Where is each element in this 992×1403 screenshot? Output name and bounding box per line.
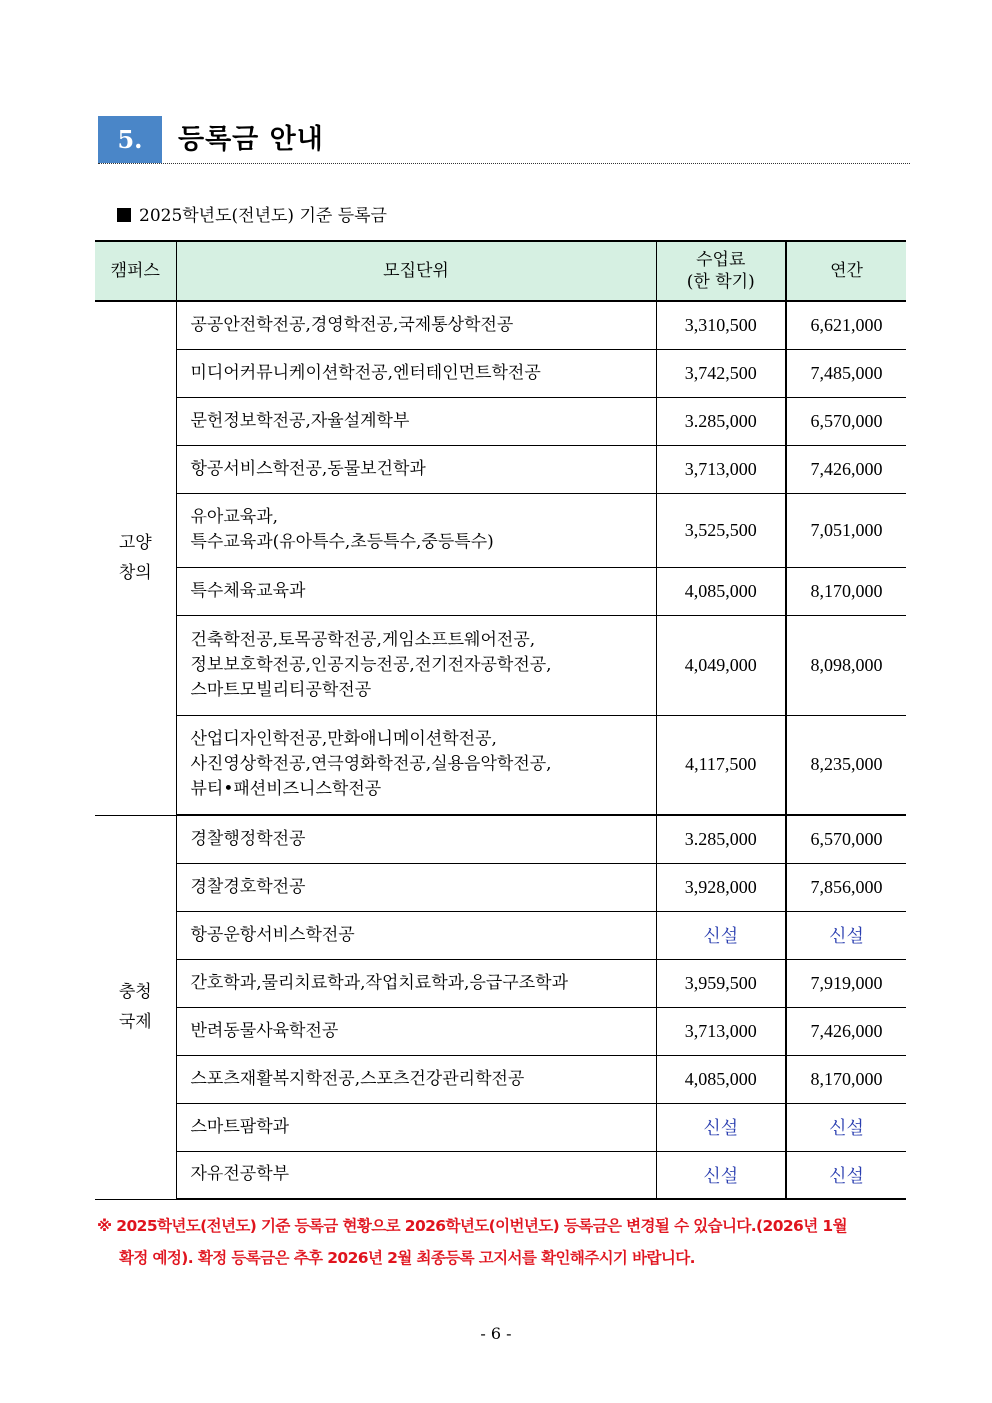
annual-cell: 6,621,000 [786, 301, 906, 349]
unit-cell: 항공운항서비스학전공 [176, 911, 656, 959]
table-row [95, 959, 906, 1007]
table-row [95, 1103, 906, 1151]
annual-cell: 7,856,000 [786, 863, 906, 911]
unit-cell: 반려동물사육학전공 [176, 1007, 656, 1055]
unit-line: 유아교육과, [190, 507, 279, 527]
header-tuition-line2: (한 학기) [686, 272, 755, 292]
table-row [95, 349, 906, 397]
tuition-cell: 신설 [656, 1151, 786, 1199]
table-row [95, 1007, 906, 1055]
annual-cell: 8,170,000 [786, 567, 906, 615]
campus-name-line2: 창의 [118, 563, 152, 584]
campus-cell [95, 301, 176, 815]
subtitle-text: 2025학년도(전년도) 기준 등록금 [139, 206, 387, 226]
tuition-cell: 3,713,000 [656, 1007, 786, 1055]
header-tuition [656, 241, 786, 301]
table-row [95, 1055, 906, 1103]
table-subtitle [117, 203, 387, 229]
unit-cell: 항공서비스학전공,동물보건학과 [176, 445, 656, 493]
unit-cell: 경찰경호학전공 [176, 863, 656, 911]
annual-cell: 7,426,000 [786, 445, 906, 493]
unit-cell: 특수체육교육과 [176, 567, 656, 615]
table-row [95, 567, 906, 615]
tuition-cell: 3,742,500 [656, 349, 786, 397]
tuition-cell: 4,085,000 [656, 1055, 786, 1103]
tuition-cell: 3.285,000 [656, 815, 786, 863]
square-bullet-icon [117, 208, 131, 222]
page-number: - 6 - [480, 1324, 512, 1343]
annual-cell: 6,570,000 [786, 815, 906, 863]
notice-text [97, 1210, 909, 1274]
unit-line: 정보보호학전공,인공지능전공,전기전자공학전공, [190, 654, 552, 675]
unit-cell: 자유전공학부 [176, 1151, 656, 1199]
table-row [95, 1151, 906, 1199]
tuition-cell: 3,928,000 [656, 863, 786, 911]
table-row [95, 445, 906, 493]
unit-cell: 경찰행정학전공 [176, 815, 656, 863]
annual-cell: 신설 [786, 1103, 906, 1151]
unit-cell [176, 615, 656, 715]
table-row [95, 301, 906, 349]
tuition-cell: 4,049,000 [656, 615, 786, 715]
unit-cell: 스포츠재활복지학전공,스포츠건강관리학전공 [176, 1055, 656, 1103]
annual-cell: 6,570,000 [786, 397, 906, 445]
unit-cell: 간호학과,물리치료학과,작업치료학과,응급구조학과 [176, 959, 656, 1007]
annual-cell: 7,051,000 [786, 493, 906, 567]
campus-name-line2: 국제 [118, 1012, 152, 1032]
annual-cell: 7,426,000 [786, 1007, 906, 1055]
tuition-cell: 4,117,500 [656, 715, 786, 815]
header-annual: 연간 [786, 241, 906, 301]
tuition-cell: 3.285,000 [656, 397, 786, 445]
header-tuition-line1: 수업료 [696, 250, 746, 270]
tuition-cell: 3,525,500 [656, 493, 786, 567]
section-title: 등록금 안내 [178, 124, 324, 155]
unit-line: 스마트모빌리티공학전공 [190, 679, 372, 700]
campus-name-line1: 고양 [118, 533, 152, 554]
unit-line: 산업디자인학전공,만화애니메이션학전공, [190, 729, 497, 750]
unit-cell: 문헌정보학전공,자율설계학부 [176, 397, 656, 445]
campus-name-line1: 충청 [118, 982, 152, 1002]
tuition-cell: 신설 [656, 911, 786, 959]
unit-line: 뷰티•패션비즈니스학전공 [190, 779, 382, 800]
annual-cell: 신설 [786, 1151, 906, 1199]
unit-line: 건축학전공,토목공학전공,게임소프트웨어전공, [190, 629, 536, 650]
tuition-cell: 3,310,500 [656, 301, 786, 349]
table-row [95, 615, 906, 715]
section-header [98, 116, 910, 164]
unit-cell: 스마트팜학과 [176, 1103, 656, 1151]
annual-cell: 신설 [786, 911, 906, 959]
notice-line-1: ※ 2025학년도(전년도) 기준 등록금 현황으로 2026학년도(이번년도) 등록금은 변경될 수 있습니다.(2026년 1월 [97, 1217, 847, 1235]
unit-line: 특수교육과(유아특수,초등특수,중등특수) [190, 532, 494, 552]
unit-line: 사진영상학전공,연극영화학전공,실용음악학전공, [190, 754, 552, 775]
table-header-row [95, 241, 906, 301]
table-row [95, 815, 906, 863]
section-number-badge: 5. [98, 116, 162, 163]
annual-cell: 8,235,000 [786, 715, 906, 815]
tuition-cell: 3,959,500 [656, 959, 786, 1007]
table-row [95, 715, 906, 815]
annual-cell: 8,170,000 [786, 1055, 906, 1103]
unit-cell: 공공안전학전공,경영학전공,국제통상학전공 [176, 301, 656, 349]
notice-line-2: 확정 예정). 확정 등록금은 추후 2026년 2월 최종등록 고지서를 확인해주시기 바랍니다. [119, 1249, 695, 1267]
table-row [95, 863, 906, 911]
table-row [95, 493, 906, 567]
tuition-table [95, 240, 906, 1200]
unit-cell [176, 715, 656, 815]
header-campus: 캠퍼스 [95, 241, 176, 301]
annual-cell: 7,919,000 [786, 959, 906, 1007]
annual-cell: 8,098,000 [786, 615, 906, 715]
tuition-cell: 신설 [656, 1103, 786, 1151]
tuition-cell: 3,713,000 [656, 445, 786, 493]
unit-cell [176, 493, 656, 567]
table-row [95, 397, 906, 445]
header-unit: 모집단위 [176, 241, 656, 301]
unit-cell: 미디어커뮤니케이션학전공,엔터테인먼트학전공 [176, 349, 656, 397]
table-row [95, 911, 906, 959]
annual-cell: 7,485,000 [786, 349, 906, 397]
campus-cell [95, 815, 176, 1199]
tuition-cell: 4,085,000 [656, 567, 786, 615]
